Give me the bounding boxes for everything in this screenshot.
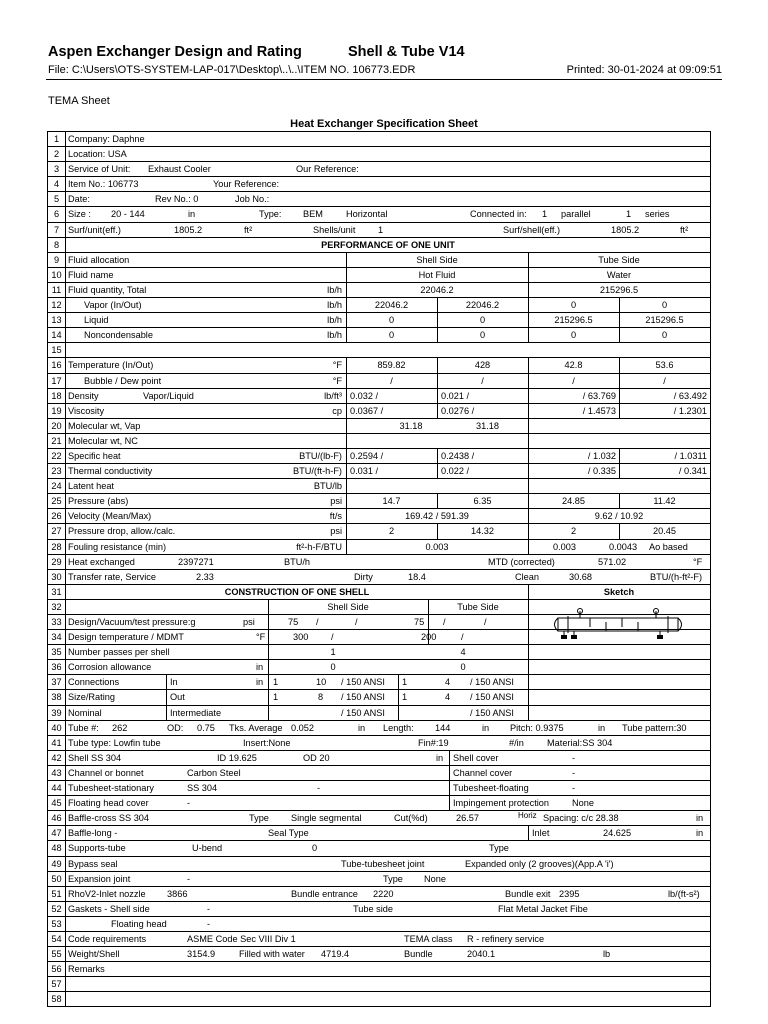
row-34: 34 Design temperature / MDMT °F 300 / 200 / [48,630,710,645]
row-18: 18 Density Vapor/Liquid lb/ft³ 0.032 / 0.021 / / 63.769 / 63.492 [48,389,710,404]
row-16: 16 Temperature (In/Out) °F 859.82 428 42.8 53.6 [48,358,710,373]
version-label: Shell & Tube V14 [348,44,465,60]
row-29: 29 Heat exchanged 2397271 BTU/h MTD (corrected) 571.02 °F [48,555,710,570]
row-33: 33 Design/Vacuum/test pressure:g psi 75 / / 75 / / [48,615,710,630]
row-48: 48 Supports-tube U-bend 0 Type [48,841,710,856]
service-of-unit: Exhaust Cooler [148,164,211,175]
row-55: 55 Weight/Shell 3154.9 Filled with water 4719.4 Bundle 2040.1 lb [48,947,710,962]
row-58: 58 [48,992,710,1006]
row-44: 44 Tubesheet-stationary SS 304 - Tubesheet-floating - [48,781,710,796]
exchanger-sketch [550,607,686,643]
row-22: 22 Specific heat BTU/(lb-F) 0.2594 / 0.2438 / / 1.032 / 1.0311 [48,449,710,464]
location: Location: USA [68,149,127,160]
row-57: 57 [48,977,710,992]
construction-heading: CONSTRUCTION OF ONE SHELL [224,586,370,597]
row-49: 49 Bypass seal Tube-tubesheet joint Expanded only (2 grooves)(App.A 'i') [48,857,710,872]
row-15: 15 [48,343,710,358]
row-1: 1 Company: Daphne [48,132,710,147]
row-32: 32 Shell Side Tube Side [48,600,710,615]
front-head [555,618,559,631]
row-6: 6 Size : 20 - 144 in Type: BEM Horizontal Connected in: 1 parallel 1 series [48,207,710,222]
row-5: 5 Date: Rev No.: 0 Job No.: [48,192,710,207]
row-21: 21 Molecular wt, NC [48,434,710,449]
row-35: 35 Number passes per shell 1 4 [48,645,710,660]
row-7: 7 Surf/unit(eff.) 1805.2 ft² Shells/unit 1 Surf/shell(eff.) 1805.2 ft² [48,223,710,238]
row-53: 53 Floating head - [48,917,710,932]
row-2: 2 Location: USA [48,147,710,162]
row-36: 36 Corrosion allowance in 0 0 [48,660,710,675]
rear-head [678,618,682,631]
row-17: 17 Bubble / Dew point °F / / / / [48,374,710,389]
row-40: 40 Tube #: 262 OD: 0.75 Tks. Average 0.052 in Length: 144 in Pitch: 0.9375 in Tube pattern:30 [48,721,710,736]
row-43: 43 Channel or bonnet Carbon Steel Channel cover - [48,766,710,781]
row-27: 27 Pressure drop, allow./calc. psi 2 14.32 2 20.45 [48,524,710,539]
row-23: 23 Thermal conductivity BTU/(ft-h-F) 0.031 / 0.022 / / 0.335 / 0.341 [48,464,710,479]
spec-sheet-table [47,131,711,1007]
row-13: 13 Liquid lb/h 0 0 215296.5 215296.5 [48,313,710,328]
row-3: 3 Service of Unit: Exhaust Cooler Our Reference: [48,162,710,177]
row-31: 31 CONSTRUCTION OF ONE SHELL Sketch [48,585,710,600]
row-9: 9 Fluid allocation Shell Side Tube Side [48,253,710,268]
row-56: 56 Remarks [48,962,710,977]
row-25: 25 Pressure (abs) psi 14.7 6.35 24.85 11.42 [48,494,710,509]
row-20: 20 Molecular wt, Vap 31.18 31.18 [48,419,710,434]
row-42: 42 Shell SS 304 ID 19.625 OD 20 in Shell cover - [48,751,710,766]
sheet-title: Heat Exchanger Specification Sheet [290,118,478,130]
row-28: 28 Fouling resistance (min) ft²-h-F/BTU 0.003 0.003 0.0043 Ao based [48,540,710,555]
row-30: 30 Transfer rate, Service 2.33 Dirty 18.4 Clean 30.68 BTU/(h-ft²-F) [48,570,710,585]
row-52: 52 Gaskets - Shell side - Tube side Flat Metal Jacket Fibe [48,902,710,917]
row-54: 54 Code requirements ASME Code Sec VIII Div 1 TEMA class R - refinery service [48,932,710,947]
row-37: 37 Connections In in 1 10 / 150 ANSI 1 4 / 150 ANSI [48,675,710,690]
heat-exchanged-value: 2397271 [178,556,214,567]
row-45: 45 Floating head cover - Impingement protection None [48,796,710,811]
row-8: 8 PERFORMANCE OF ONE UNIT [48,238,710,253]
row-47: 47 Baffle-long - Seal Type Inlet 24.625 in [48,826,710,841]
app-title: Aspen Exchanger Design and Rating Shell & Tube V14 [48,44,465,60]
performance-heading: PERFORMANCE OF ONE UNIT [321,239,455,250]
file-path: File: C:\Users\OTS-SYSTEM-LAP-017\Desktop\..\..\ITEM NO. 106773.EDR [48,64,416,76]
row-51: 51 RhoV2-Inlet nozzle 3866 Bundle entrance 2220 Bundle exit 2395 lb/(ft-s²) [48,887,710,902]
row-46: 46 Baffle-cross SS 304 Type Single segmental Cut(%d) 26.57 Horiz Spacing: c/c 28.38 in [48,811,710,826]
row-12: 12 Vapor (In/Out) lb/h 22046.2 22046.2 0 0 [48,298,710,313]
company: Company: Daphne [68,134,145,144]
row-24: 24 Latent heat BTU/lb [48,479,710,494]
row-10: 10 Fluid name Hot Fluid Water [48,268,710,283]
row-38: 38 Size/Rating Out 1 8 / 150 ANSI 1 4 / 150 ANSI [48,690,710,705]
shell-body [558,618,678,631]
row-11: 11 Fluid quantity, Total lb/h 22046.2 215296.5 [48,283,710,298]
row-4: 4 Item No.: 106773 Your Reference: [48,177,710,192]
row-39: 39 Nominal Intermediate / 150 ANSI / 150 ANSI [48,706,710,721]
header-divider [46,79,722,80]
printed-timestamp: Printed: 30-01-2024 at 09:09:51 [566,64,722,76]
row-50: 50 Expansion joint - Type None [48,872,710,887]
row-14: 14 Noncondensable lb/h 0 0 0 0 [48,328,710,343]
row-19: 19 Viscosity cp 0.0367 / 0.0276 / / 1.4573 / 1.2301 [48,404,710,419]
item-no: Item No.: 106773 [68,179,139,190]
row-26: 26 Velocity (Mean/Max) ft/s 169.42 / 591.39 9.62 / 10.92 [48,509,710,524]
sheet-type: TEMA Sheet [48,95,110,107]
row-41: 41 Tube type: Lowfin tube Insert:None Fin#:19 #/in Material:SS 304 [48,736,710,751]
sketch-heading: Sketch [603,586,635,597]
